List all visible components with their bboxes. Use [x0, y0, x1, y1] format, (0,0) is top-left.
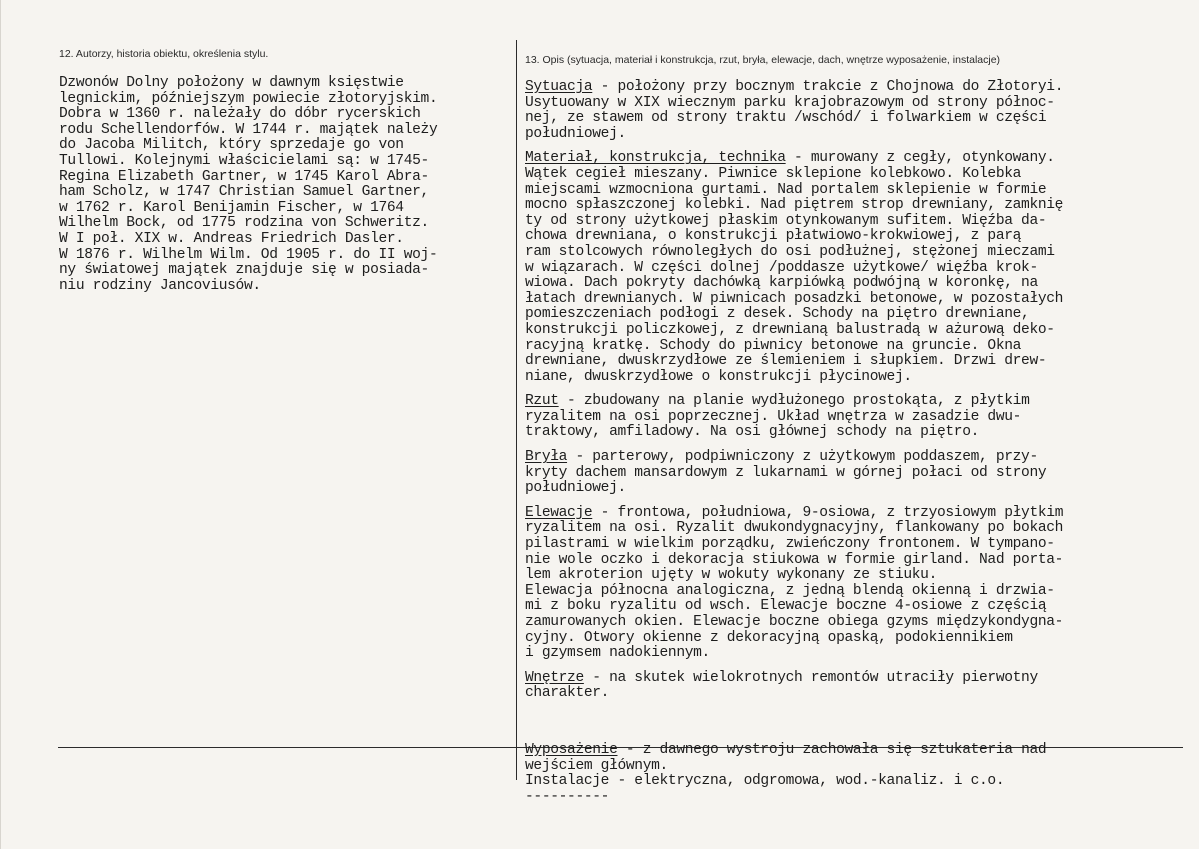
description-section — [525, 54, 1185, 711]
section-first-line: - parterowy, podpiwniczony z użytkowym poddaszem, przy- — [567, 449, 1038, 466]
history-text — [59, 76, 511, 294]
history-line: Dobra w 1360 r. należały do dóbr rycerskich — [59, 106, 421, 123]
section-text: kryty dachem mansardowym z lukarnami w górnej połaci od strony południowej. — [525, 464, 1047, 497]
description-paragraph — [525, 450, 1185, 497]
section-label: Bryła — [525, 449, 568, 466]
history-line: niu rodziny Jancoviusów. — [59, 277, 261, 294]
history-line: W I poł. XIX w. Andreas Friedrich Dasler. — [59, 230, 404, 247]
description-tail — [525, 743, 1185, 805]
description-paragraph — [525, 80, 1185, 142]
tail-paragraph — [525, 743, 1185, 805]
history-section — [59, 48, 511, 294]
history-line: legnickim, późniejszym powiecie złotoryjskim. — [59, 90, 438, 107]
tail-rest: wejściem głównym. Instalacje - elektryczna, odgromowa, wod.-kanaliz. i c.o. ---------- — [525, 757, 1005, 805]
history-line: Wilhelm Bock, od 1775 rodzina von Schweritz. — [59, 215, 429, 232]
section-text: Wątek cegieł mieszany. Piwnice sklepione kolebkowo. Kolebka miejscami wzmocniona gurtami. Nad portalem sklepienie w formie mocno spłaszczonej kolebki. Nad piętrem strop drewniany, zamknię ty od strony użytkowej płaskim otynkowanym sufitem. Więźba da- chowa drewniana, o konstrukcji płatwiowo-krokwiowej, z parą ram stolcowych równoległych do osi podłużnej, stężonej mieczami w wiązarach. W części dolnej /poddasze użytkowe/ więźba krok- wiowa. Dach pokryty dachówką karpiówką podwójną w koronkę, na łatach drewnianych. W piwnicach posadzki betonowe, w pozostałych pomieszczeniach podłogi z desek. Schody na piętro drewniane, konstrukcji policzkowej, z drewnianą balustradą w ażurową deko- racyjną kratkę. Schody do piwnicy betonowe na gruncie. Okna drewniane, dwuskrzydłowe ze ślemieniem i słupkiem. Drzwi drew- niane, dwuskrzydłowe o konstrukcji płycinowej. — [525, 165, 1064, 385]
section-text: ryzalitem na osi. Ryzalit dwukondygnacyjny, flankowany po bokach pilastrami w wielkim porządku, zwieńczony frontonem. W tympano- nie wole oczko i dekoracja stiukowa w formie girland. Nad porta- lem akroterion ujęty w wokuty wykonany ze stiuku. Elewacja północna analogiczna, z jedną blendą okienną i drzwia- mi z boku ryzalitu od wsch. Elewacje boczne 4-osiowe z częścią zamurowanych okien. Elewacje boczne obiega gzyms międzykondygna- cyjny. Otwory okienne z dekoracyjną opaską, podokiennikiem i gzymsem nadokiennym. — [525, 520, 1064, 662]
section-label: Materiał, konstrukcja, technika — [525, 150, 786, 167]
history-line: do Jacoba Militch, który sprzedaje go von — [59, 137, 404, 154]
history-heading: 12. Autorzy, historia obiektu, określenia stylu. — [59, 48, 269, 60]
history-line: ham Scholz, w 1747 Christian Samuel Gartner, — [59, 184, 429, 201]
section-first-line: - położony przy bocznym trakcie z Chojnowa do Złotoryi. — [592, 79, 1064, 95]
tail-first: - z dawnego wystroju zachowała się sztukateria nad — [617, 742, 1047, 758]
description-text — [525, 80, 1185, 702]
description-paragraph — [525, 671, 1185, 702]
section-text: Usytuowany w XIX wiecznym parku krajobrazowym od strony północ- nej, ze stawem od strony traktu /wschód/ i folwarkiem w części południowej. — [525, 94, 1055, 142]
description-heading: 13. Opis (sytuacja, materiał i konstrukcja, rzut, bryła, elewacje, dach, wnętrze wyposażenie, instalacje) — [525, 54, 1001, 66]
history-line: ny światowej majątek znajduje się w posiada- — [59, 262, 429, 279]
section-first-line: - murowany z cegły, otynkowany. — [785, 150, 1055, 167]
section-label: Rzut — [525, 393, 559, 410]
history-line: rodu Schellendorfów. W 1744 r. majątek należy — [59, 121, 438, 138]
description-paragraph — [525, 506, 1185, 662]
history-line: Regina Elizabeth Gartner, w 1745 Karol Abra- — [59, 168, 429, 185]
section-text: charakter. — [525, 685, 610, 702]
description-paragraph — [525, 394, 1185, 441]
section-first-line: - zbudowany na planie wydłużonego prostokąta, z płytkim — [558, 393, 1030, 410]
section-label: Wnętrze — [525, 669, 584, 686]
section-label: Sytuacja — [525, 79, 593, 95]
history-line: w 1762 r. Karol Benijamin Fischer, w 1764 — [59, 199, 404, 216]
column-divider — [516, 40, 517, 780]
description-paragraph — [525, 151, 1185, 385]
section-text: ryzalitem na osi poprzecznej. Układ wnętrza w zasadzie dwu- traktowy, amfiladowy. Na osi głównej schody na piętro. — [525, 408, 1022, 441]
section-first-line: - na skutek wielokrotnych remontów utraciły pierwotny — [583, 669, 1038, 686]
section-first-line: - frontowa, południowa, 9-osiowa, z trzyosiowym płytkim — [592, 504, 1064, 521]
history-line: W 1876 r. Wilhelm Wilm. Od 1905 r. do II woj- — [59, 246, 438, 263]
history-line: Dzwonów Dolny położony w dawnym księstwie — [59, 75, 404, 91]
history-line: Tullowi. Kolejnymi właścicielami są: w 1745- — [59, 152, 429, 169]
section-label: Elewacje — [525, 504, 593, 521]
tail-label: Wyposażenie — [525, 742, 618, 758]
